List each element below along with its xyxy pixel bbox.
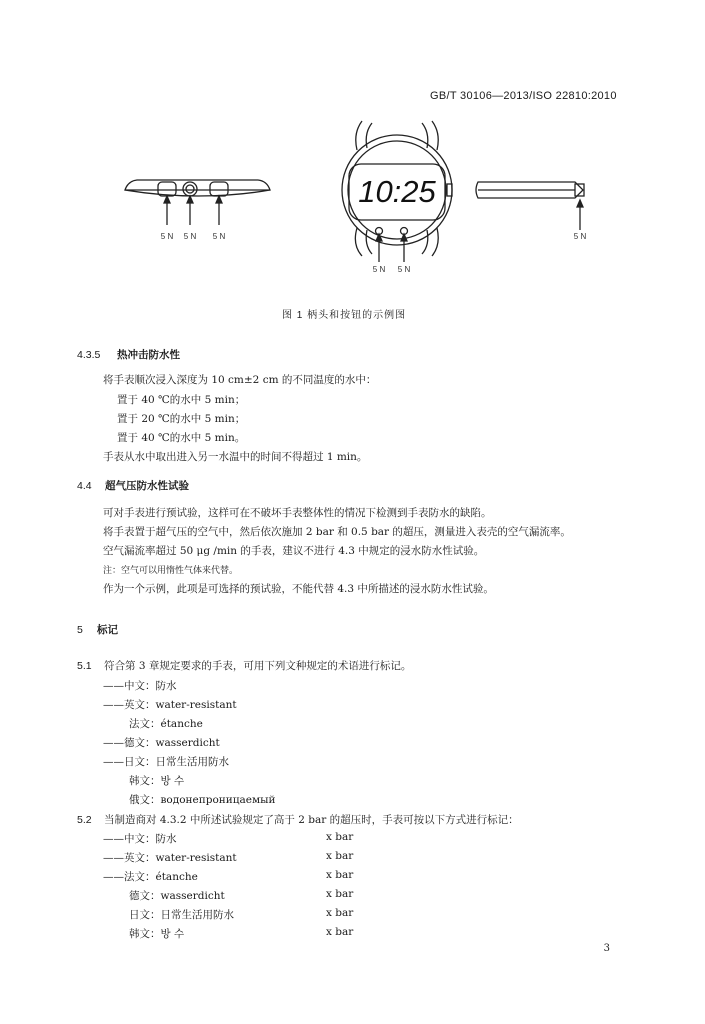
list-item: 置于 40 ℃的水中 5 min； [117,394,246,406]
standard-code: GB/T 30106—2013/ISO 22810:2010 [430,90,617,102]
section-number: 5.2 [77,814,92,826]
section-title: 超气压防水性试验 [105,480,189,492]
paragraph [77,658,411,673]
bar-value: x bar [326,888,354,900]
list-item: ——法文：étanche [103,871,198,883]
force-label: 5 N [160,232,174,241]
list-item: 德文：wasserdicht [129,890,225,902]
paragraph: 将手表顺次浸入深度为 10 cm±2 cm 的不同温度的水中： [103,374,377,386]
force-label: 5 N [372,265,386,274]
section-number: 5.1 [77,660,92,672]
bar-value: x bar [326,850,354,862]
bar-value: x bar [326,831,354,843]
section-title: 热冲击防水性 [117,349,180,361]
paragraph [77,812,519,827]
section-title: 标记 [97,624,118,636]
list-item: ——日文：日常生活用防水 [103,756,229,768]
list-item: 置于 20 ℃的水中 5 min； [117,413,246,425]
figure-caption: 图 1 柄头和按钮的示例图 [282,310,407,321]
paragraph-text: 当制造商对 4.3.2 中所述试验规定了高于 2 bar 的超压时，手表可按以下方式进行标记： [104,814,519,826]
watch-side-view-left [125,180,270,225]
list-item: 日文：日常生活用防水 [129,909,234,921]
paragraph: 手表从水中取出进入另一水温中的时间不得超过 1 min。 [103,451,368,463]
section-number: 5 [77,624,83,636]
section-heading [77,347,180,362]
section-number: 4.3.5 [77,349,101,361]
paragraph: 可对手表进行预试验，这样可在不破坏手表整体性的情况下检测到手表防水的缺陷。 [103,507,492,519]
watch-side-view-right [476,182,584,230]
watch-time-display: 10:25 [358,174,436,209]
force-label: 5 N [183,232,197,241]
section-heading [77,478,189,493]
list-item: 置于 40 ℃的水中 5 min。 [117,432,246,444]
bar-value: x bar [326,907,354,919]
list-item: ——英文：water-resistant [103,852,237,864]
page-number: 3 [603,943,610,954]
list-item: 韩文：방 수 [129,775,185,787]
list-item: ——英文：water-resistant [103,699,237,711]
bar-value: x bar [326,926,354,938]
paragraph: 将手表置于超气压的空气中，然后依次施加 2 bar 和 0.5 bar 的超压，测量进入表壳的空气漏流率。 [103,526,571,538]
list-item: ——德文：wasserdicht [103,737,220,749]
section-number: 4.4 [77,480,92,492]
list-item: ——中文：防水 [103,833,177,845]
list-item: 俄文：водонепроницаемый [129,794,276,806]
paragraph-text: 符合第 3 章规定要求的手表，可用下列文种规定的术语进行标记。 [104,660,412,672]
paragraph: 作为一个示例，此项是可选择的预试验，不能代替 4.3 中所描述的浸水防水性试验。 [103,583,494,595]
list-item: ——中文：防水 [103,680,177,692]
paragraph: 空气漏流率超过 50 μg /min 的手表，建议不进行 4.3 中规定的浸水防水性试验。 [103,545,485,557]
note: 注：空气可以用惰性气体来代替。 [103,566,239,576]
list-item: 韩文：방 수 [129,928,185,940]
force-label: 5 N [397,265,411,274]
bar-value: x bar [326,869,354,881]
force-label: 5 N [212,232,226,241]
list-item: 法文：étanche [129,718,203,730]
section-heading [77,622,118,637]
force-label: 5 N [573,232,587,241]
figure-watch-diagram [0,110,705,290]
